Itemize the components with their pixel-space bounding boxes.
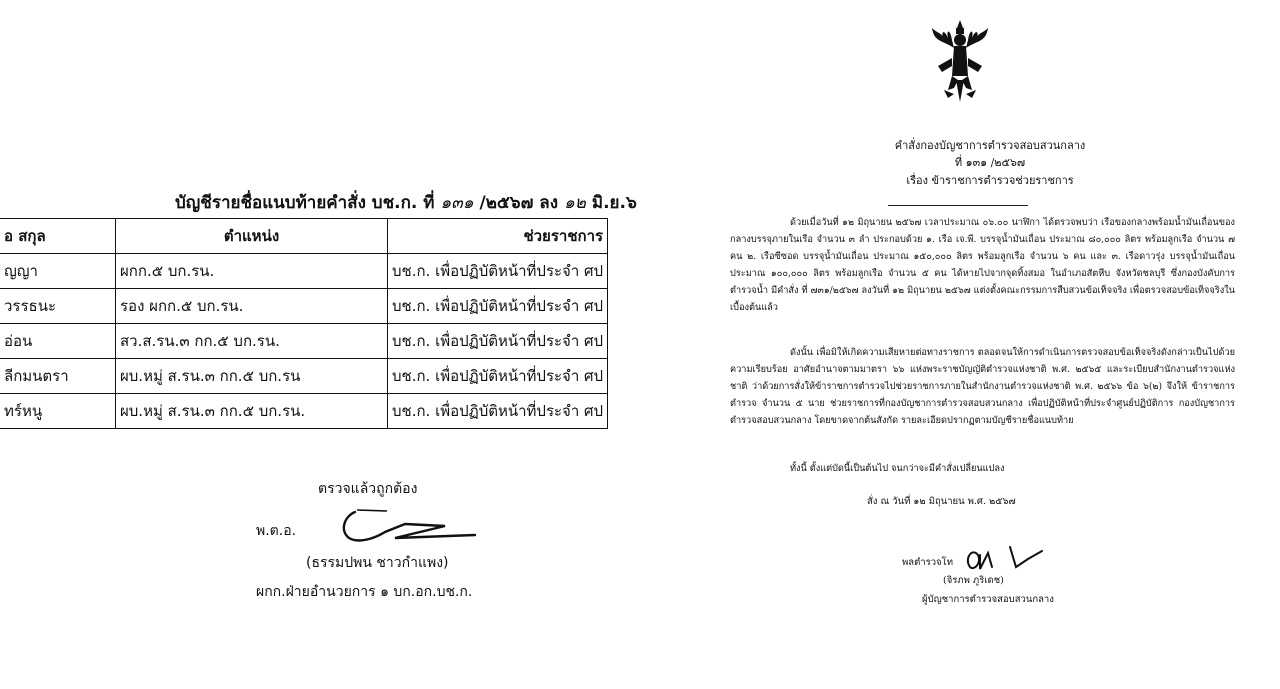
cell-position: ผบ.หมู่ ส.รน.๓ กก.๕ บก.รน. bbox=[116, 394, 388, 429]
cell-name: ญญา bbox=[0, 254, 116, 289]
signer-position: ผู้บัญชาการตำรวจสอบสวนกลาง bbox=[922, 594, 1054, 605]
cell-name: ทร์หนู bbox=[0, 394, 116, 429]
table-header-row bbox=[0, 219, 608, 254]
table-row bbox=[0, 254, 608, 289]
column-header-name: อ สกุล bbox=[0, 219, 116, 254]
order-paragraph-1: ด้วยเมื่อวันที่ ๑๒ มิถุนายน ๒๕๖๗ เวลาประมาณ ๐๖.๐๐ นาฬิกา ได้ตรวจพบว่า เรือของกลางพร้อมน้ำมันเถื่อนของกลางบรรจุภายในเรือ จำนวน ๓ ลำ ประกอบด้วย ๑. เรือ เจ.พี. บรรจุน้ำมันเถื่อน ประมาณ ๘๐,๐๐๐ ลิตร พร้อมลูกเรือ จำนวน ๗ คน ๒. เรือซีซอด บรรจุน้ำมันเถื่อน ประมาณ ๑๕๐,๐๐๐ ลิตร พร้อมลูกเรือ จำนวน ๖ คน และ ๓. เรือดาวรุ่ง บรรจุน้ำมันเถื่อน ประมาณ ๑๐๐,๐๐๐ ลิตร พร้อมลูกเรือ จำนวน ๕ คน ได้หายไปจากจุดทิ้งสมอ ในอำเภอสัตหีบ จังหวัดชลบุรี ซึ่งกองบังคับการตำรวจน้ำ มีคำสั่ง ที่ ๗๓๑/๒๕๖๗ ลงวันที่ ๑๒ มิถุนายน ๒๕๖๗ แต่งตั้งคณะกรรมการสืบสวนข้อเท็จจริง เพื่อตรวจสอบข้อเท็จจริงในเบื้องต้นแล้ว bbox=[730, 217, 1235, 313]
certifier-rank: พ.ต.อ. bbox=[256, 523, 297, 539]
table-row bbox=[0, 394, 608, 429]
cell-position: ผกก.๕ บก.รน. bbox=[116, 254, 388, 289]
certifier-name: (ธรรมปพน ชาวกำแพง) bbox=[306, 555, 449, 571]
list-title bbox=[175, 189, 637, 216]
garuda-emblem-icon bbox=[930, 18, 990, 104]
cell-position: สว.ส.รน.๓ กก.๕ บก.รน. bbox=[116, 324, 388, 359]
table-row bbox=[0, 359, 608, 394]
column-header-position: ตำแหน่ง bbox=[116, 219, 388, 254]
cell-position: ผบ.หมู่ ส.รน.๓ กก.๕ บก.รน bbox=[116, 359, 388, 394]
cell-name: อ่อน bbox=[0, 324, 116, 359]
cell-assignment: บช.ก. เพื่อปฏิบัติหน้าที่ประจำ ศป bbox=[388, 394, 608, 429]
cell-assignment: บช.ก. เพื่อปฏิบัติหน้าที่ประจำ ศป bbox=[388, 359, 608, 394]
certifier-position: ผกก.ฝ่ายอำนวยการ ๑ บก.อก.บช.ก. bbox=[256, 584, 473, 600]
order-paragraph-3: ทั้งนี้ ตั้งแต่บัดนี้เป็นต้นไป จนกว่าจะมีคำสั่งเปลี่ยนแปลง bbox=[790, 463, 1005, 474]
certification-note: ตรวจแล้วถูกต้อง bbox=[318, 481, 418, 497]
column-header-assignment: ช่วยราชการ bbox=[388, 219, 608, 254]
list-order-suffix: /๒๕๖๗ ลง bbox=[479, 193, 559, 213]
list-order-month: มิ.ย.๖ bbox=[591, 193, 637, 213]
cell-name: ลีกมนตรา bbox=[0, 359, 116, 394]
order-document-page bbox=[700, 0, 1280, 689]
order-issuer: คำสั่งกองบัญชาการตำรวจสอบสวนกลาง bbox=[894, 139, 1086, 152]
signer-name: (จิรภพ ภูริเดช) bbox=[943, 575, 1004, 586]
cell-assignment: บช.ก. เพื่อปฏิบัติหน้าที่ประจำ ศป bbox=[388, 289, 608, 324]
order-paragraph-2: ดังนั้น เพื่อมิให้เกิดความเสียหายต่อทางราชการ ตลอดจนให้การดำเนินการตรวจสอบข้อเท็จจริงดังกล่าวเป็นไปด้วยความเรียบร้อย อาศัยอำนาจตามมาตรา ๖๖ แห่งพระราชบัญญัติตำรวจแห่งชาติ พ.ศ. ๒๕๖๕ และระเบียบสำนักงานตำรวจแห่งชาติ ว่าด้วยการสั่งให้ข้าราชการตำรวจไปช่วยราชการภายในสำนักงานตำรวจแห่งชาติ พ.ศ. ๒๕๖๖ ข้อ ๖(๒) จึงให้ ข้าราชการตำรวจ จำนวน ๕ นาย ช่วยราชการที่กองบัญชาการตำรวจสอบสวนกลาง เพื่อปฏิบัติหน้าที่ประจำศูนย์ปฏิบัติการ กองบัญชาการตำรวจสอบสวนกลาง โดยขาดจากต้นสังกัด รายละเอียดปรากฏตามบัญชีรายชื่อแนบท้าย bbox=[730, 347, 1235, 426]
list-title-text: บัญชีรายชื่อแนบท้ายคำสั่ง บช.ก. ที่ bbox=[175, 193, 435, 213]
cell-assignment: บช.ก. เพื่อปฏิบัติหน้าที่ประจำ ศป bbox=[388, 254, 608, 289]
signer-rank: พลตำรวจโท bbox=[902, 557, 953, 568]
divider bbox=[888, 205, 1028, 206]
cell-assignment: บช.ก. เพื่อปฏิบัติหน้าที่ประจำ ศป bbox=[388, 324, 608, 359]
cell-position: รอง ผกก.๕ บก.รน. bbox=[116, 289, 388, 324]
list-order-day: ๑๒ bbox=[563, 193, 586, 213]
cell-name: วรรธนะ bbox=[0, 289, 116, 324]
order-date: สั่ง ณ วันที่ ๑๒ มิถุนายน พ.ศ. ๒๕๖๗ bbox=[867, 496, 1016, 507]
staff-table bbox=[0, 218, 608, 429]
table-row bbox=[0, 324, 608, 359]
order-number: ที่ ๑๓๑ /๒๕๖๗ bbox=[954, 156, 1026, 169]
list-order-number: ๑๓๑ bbox=[440, 193, 474, 213]
certifier-signature bbox=[335, 502, 485, 550]
table-row bbox=[0, 289, 608, 324]
order-subject: เรื่อง ข้าราชการตำรวจช่วยราชการ bbox=[906, 174, 1074, 187]
